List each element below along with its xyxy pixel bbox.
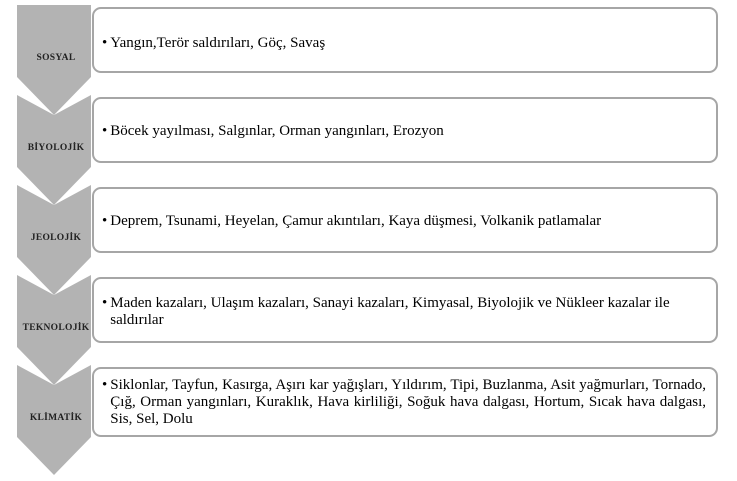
category-text: Siklonlar, Tayfun, Kasırga, Aşırı kar yağışları, Yıldırım, Tipi, Buzlanma, Asit yağmurları, Tornado, Çığ, Orman yangınları, Kuraklık, Hava kirliliği, Soğuk hava dalgası, Hortum, Sıcak hava dalgası, Sis, Sel, Dolu — [110, 377, 706, 427]
chevron-label-teknolojik: TEKNOLOJİK — [22, 323, 90, 333]
bullet: • — [102, 35, 108, 51]
category-box-teknolojik — [92, 277, 718, 343]
category-text: Maden kazaları, Ulaşım kazaları, Sanayi kazaları, Kimyasal, Biyolojik ve Nükleer kazalar ile saldırılar — [110, 295, 670, 328]
category-box-jeolojik — [92, 187, 718, 253]
category-box-sosyal — [92, 7, 718, 73]
bullet: • — [102, 295, 108, 311]
chevron-label-klimatik: KLİMATİK — [29, 413, 83, 423]
bullet: • — [102, 213, 108, 229]
category-text: Deprem, Tsunami, Heyelan, Çamur akıntıları, Kaya düşmesi, Volkanik patlamalar — [110, 213, 602, 229]
chevron-label-biyolojik: BİYOLOJİK — [27, 143, 85, 153]
chevron-label-sosyal: SOSYAL — [36, 53, 76, 63]
category-text: Yangın,Terör saldırıları, Göç, Savaş — [110, 35, 326, 51]
category-box-klimatik — [92, 367, 718, 437]
chevron-label-jeolojik: JEOLOJİK — [30, 233, 82, 243]
category-text: Böcek yayılması, Salgınlar, Orman yangınları, Erozyon — [110, 123, 444, 139]
category-box-biyolojik — [92, 97, 718, 163]
bullet: • — [102, 377, 108, 393]
bullet: • — [102, 123, 108, 139]
